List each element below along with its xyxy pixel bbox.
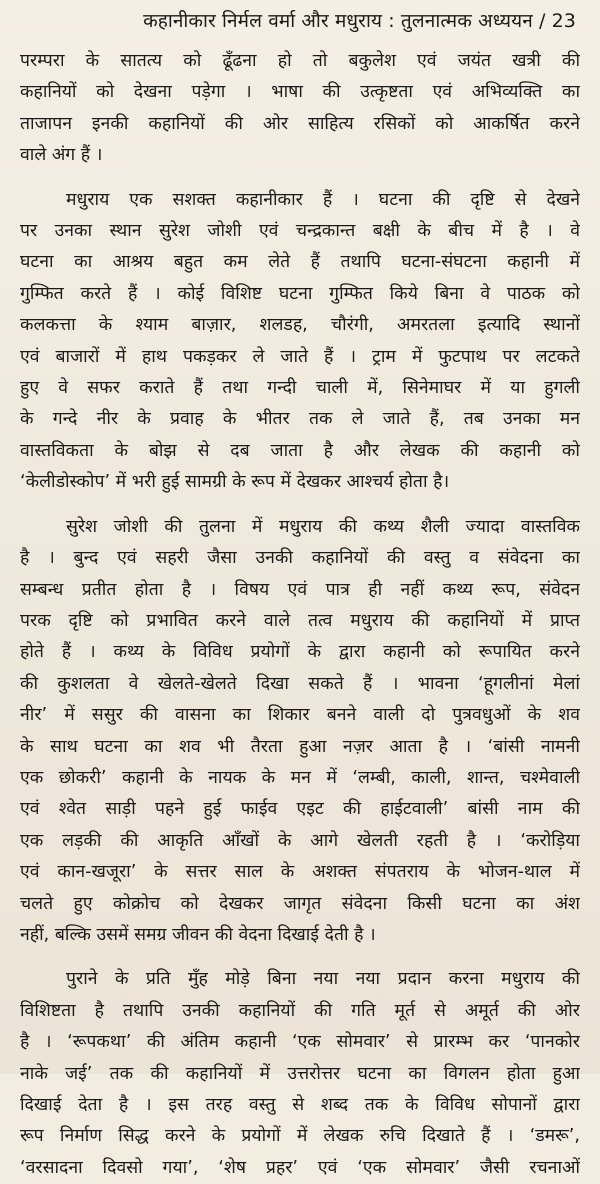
- text-line: सुरेश जोशी की तुलना में मधुराय की कथ्य शैली ज्यादा वास्तविक: [66, 516, 580, 537]
- text-line: के गन्दे नीर के प्रवाह के भीतर तक ले जाते हैं, तब उनका मन: [20, 409, 580, 430]
- text-line: वास्तविकता के बोझ से दब जाता है और लेखक की कहानी को: [20, 440, 580, 461]
- text-line: नहीं, बल्कि उसमें समग्र जीवन की वेदना दिखाई देती है ।: [20, 924, 376, 945]
- text-line: एवं श्वेत साड़ी पहने हुई फाईव एइट की हाईटवाली’ बांसी नाम की: [20, 799, 580, 820]
- text-line: सम्बन्ध प्रतीत होता है । विषय एवं पात्र ही नहीं कथ्य रूप, संवेदन: [20, 579, 580, 600]
- text-line: एवं कान-खजूरा’ के सत्तर साल के अशक्त संपतराय के भोजन-थाल में: [20, 862, 580, 883]
- text-line: घटना का आश्रय बहुत कम लेते हैं तथापि घटना-संघटना कहानी में: [20, 252, 580, 273]
- text-line: नीर’ में ससुर की वासना का शिकार बनने वाली दो पुत्रवधुओं के शव: [20, 705, 580, 726]
- paragraph-3: [20, 512, 580, 952]
- text-line: नाके जई’ तक की कहानियों में उत्तरोत्तर घटना का विगलन होता हुआ: [20, 1063, 580, 1084]
- text-line: एक लड़की की आकृति आँखों के आगे खेलती रहती है । ‘करोड़िया: [20, 830, 580, 851]
- text-line: की कुशलता वे खेलते-खेलते दिखा सकते हैं । भावना ‘हूगलीनां मेलां: [20, 673, 580, 694]
- text-line: परम्परा के सातत्य को ढूँढना हो तो बकुलेश एवं जयंत खत्री की: [20, 51, 580, 71]
- text-line: पुराने के प्रति मुँह मोड़े बिना नया नया प्रदान करना मधुराय की: [66, 969, 580, 990]
- text-line: कलकत्ता के श्याम बाज़ार, शलडह, चौरंगी, अमरतला इत्यादि स्थानों: [20, 315, 580, 336]
- text-line: दिखाई देता है । इस तरह वस्तु से शब्द तक के विविध सोपानों द्वारा: [20, 1095, 580, 1115]
- text-line: चलते हुए कोक्रोच को देखकर जागृत संवेदना किसी घटना का अंश: [20, 893, 580, 914]
- text-line: के साथ घटना का शव भी तैरता हुआ नज़र आता है । ‘बांसी नामनी: [20, 736, 580, 757]
- text-line: परक दृष्टि को प्रभावित करने वाले तत्व मधुराय की कहानियों में प्राप्त: [20, 610, 580, 631]
- paragraph-4: [20, 964, 580, 1184]
- text-line: है । ‘रूपकथा’ की अंतिम कहानी ‘एक सोमवार’ से प्रारम्भ कर ‘पानकोर: [20, 1032, 580, 1053]
- text-line: ‘केलीडोस्कोप’ में भरी हुई सामग्री के रूप में देखकर आश्चर्य होता है।: [20, 472, 450, 493]
- text-line: मधुराय एक सशक्त कहानीकार हैं । घटना की दृष्टि से देखने: [66, 189, 580, 210]
- body-text: [20, 46, 580, 1184]
- text-line: ताजापन इनकी कहानियों की ओर साहित्य रसिकों को आकर्षित करने: [20, 113, 580, 134]
- text-line: गुम्फित करते हैं । कोई विशिष्ट घटना गुम्फित किये बिना वे पाठक को: [20, 283, 580, 304]
- running-head: कहानीकार निर्मल वर्मा और मधुराय : तुलनात्मक अध्ययन / 23: [143, 10, 576, 32]
- text-line: हुए वे सफर कराते हैं तथा गन्दी चाली में, सिनेमाघर में या हुगली: [20, 378, 580, 399]
- paragraph-1: [20, 46, 580, 172]
- text-line: ‘वरसादना दिवसो गया’, ‘शेष प्रहर’ एवं ‘एक सोमवार’ जैसी रचनाओं: [20, 1157, 580, 1178]
- text-line: वाले अंग हैं ।: [20, 145, 103, 166]
- text-line: होते हैं । कथ्य के विविध प्रयोगों के द्वारा कहानी को रूपायित करने: [20, 642, 580, 663]
- text-line: एक छोकरी’ कहानी के नायक के मन में ‘लम्बी, काली, शान्त, चश्मेवाली: [20, 767, 580, 788]
- text-line: पर उनका स्थान सुरेश जोशी एवं चन्द्रकान्त बक्षी के बीच में है । वे: [20, 221, 580, 242]
- text-line: रूप निर्माण सिद्ध करने के प्रयोगों में लेखक रुचि दिखाते हैं । ‘डमरू’,: [20, 1126, 580, 1147]
- text-line: कहानियों को देखना पड़ेगा । भाषा की उत्कृष्टता एवं अभिव्यक्ति का: [20, 82, 580, 103]
- text-line: है । बुन्द एवं सहरी जैसा उनकी कहानियों की वस्तु व संवेदना का: [20, 548, 580, 569]
- text-line: एवं बाजारों में हाथ पकड़कर ले जाते हैं । ट्राम में फुटपाथ पर लटकते: [20, 346, 580, 367]
- paragraph-2: [20, 185, 580, 499]
- text-line: विशिष्टता है तथापि उनकी कहानियों की गति मूर्त से अमूर्त की ओर: [20, 1000, 580, 1021]
